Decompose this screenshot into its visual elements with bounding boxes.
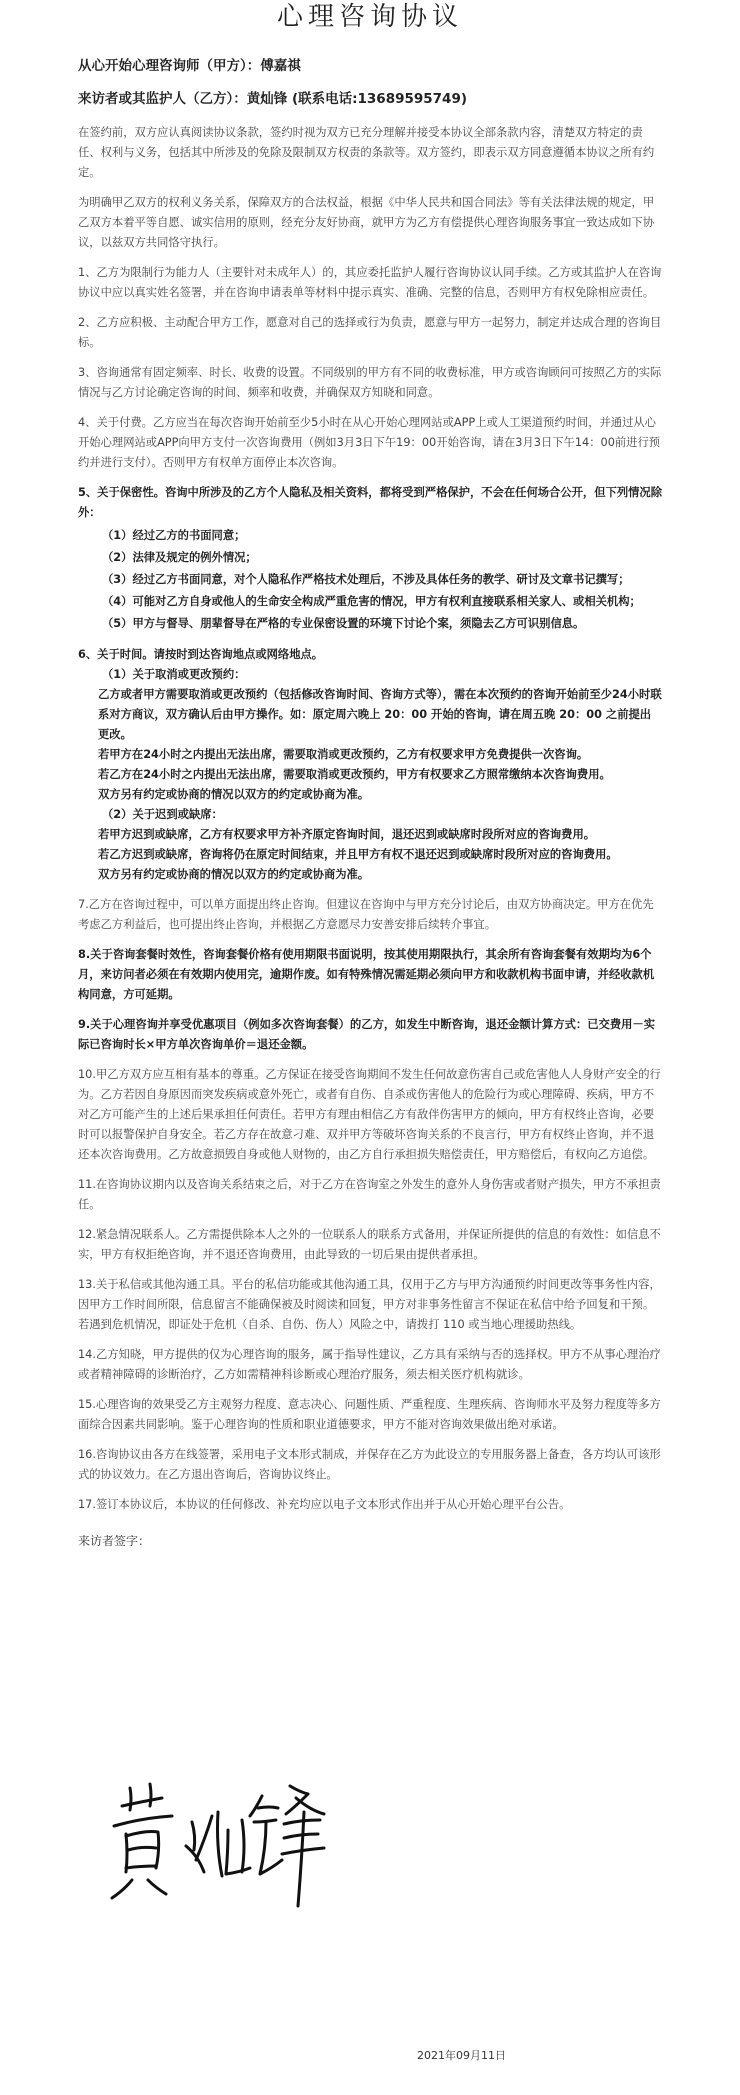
clause-4: 4、关于付费。乙方应当在每次咨询开始前至少5小时在从心开始心理网站或APP上或人工渠道预约时间，并通过从心开始心理网站或APP向甲方支付一次咨询费用（例如3月3日下午19：00开始咨询，请在3月3日下午14：00前进行预约并进行支付）。否则甲方有权单方面停止本次咨询。	[78, 416, 661, 469]
clause-5: 5、关于保密性。咨询中所涉及的乙方个人隐私及相关资料，都将受到严格保护，不会在任何场合公开，但下列情况除外：	[78, 486, 663, 519]
clause-12: 12.紧急情况联系人。乙方需提供除本人之外的一位联系人的联系方式备用，并保证所提供的信息的有效性：如信息不实，甲方有权拒绝咨询，并不退还咨询费用，由此导致的一切后果由提供者承担。	[78, 1228, 661, 1261]
list-item: （5）甲方与督导、朋辈督导在严格的专业保密设置的环境下讨论个案，须隐去乙方可识别信息。	[102, 617, 585, 630]
list-item: （2）法律及规定的例外情况；	[102, 551, 257, 564]
clause-11: 11.在咨询协议期内以及咨询关系结束之后，对于乙方在咨询室之外发生的意外人身伤害或者财产损失，甲方不承担责任。	[78, 1178, 661, 1211]
signer-label: 来访者签字：	[78, 1534, 151, 1548]
intro-paragraph-1: 在签约前，双方应认真阅读协议条款，签约时视为双方已充分理解并接受本协议全部条款内容，清楚双方特定的责任、权利与义务，包括其中所涉及的免除及限制双方权责的条款等。双方签约，即表示双方同意遵循本协议之所有约定。	[78, 126, 655, 179]
clause-8: 8.关于咨询套餐时效性，咨询套餐价格有使用期限书面说明，按其使用期限执行，其余所有咨询套餐有效期均为6个月，来访问者必须在有效期内使用完，逾期作废。如有特殊情况需延期必须向甲方和收款机构书面申请，并经收款机构同意，方可延期。	[78, 948, 655, 1001]
clause-1: 1、乙方为限制行为能力人（主要针对未成年人）的，其应委托监护人履行咨询协议认同手续。乙方或其监护人在咨询协议中应以真实姓名签署，并在咨询申请表单等材料中提示真实、准确、完整的信息，否则甲方有权免除相应责任。	[78, 266, 662, 299]
page-title: 心理咨询协议	[276, 2, 463, 32]
clause-6-text: 乙方或者甲方需要取消或更改预约（包括修改咨询时间、咨询方式等），需在本次预约的咨询开始前至少24小时联系对方商议，双方确认后由甲方操作。如：原定周六晚上 20：00 开始的咨询，请在周五晚 20：00 之前提出更改。	[98, 688, 662, 741]
clause-10: 10.甲乙方双方应互相有基本的尊重。乙方保证在接受咨询期间不发生任何故意伤害自己或危害他人人身财产安全的行为。乙方若因自身原因而突发疾病或意外死亡，或者有自伤、自杀或伤害他人的危险行为或心理障碍、疾病，甲方不对乙方可能产生的上述后果承担任何责任。若甲方有理由相信乙方有敌伴伤害甲方的倾向，甲方有权终止咨询，必要时可以报警保护自身安全。若乙方存在故意刁难、双并甲方等破坏咨询关系的不良言行，甲方有权终止咨询，并不退还本次咨询费用。乙方故意损毁自身或他人财物的，由乙方自行承担损失赔偿责任，甲方赔偿后，有权向乙方追偿。	[78, 1068, 661, 1161]
clause-7: 7.乙方在咨询过程中，可以单方面提出终止咨询。但建议在咨询中与甲方充分讨论后，由双方协商决定。甲方在优先考虑乙方利益后，也可提出终止咨询，并根据乙方意愿尽力安善安排后续转介事宜。	[78, 898, 654, 931]
party-a-line: 从心开始心理咨询师（甲方）：傅嘉祺	[78, 58, 301, 74]
clause-6: 6、关于时间。请按时到达咨询地点或网络地点。	[78, 648, 324, 661]
list-item: （1）经过乙方的书面同意；	[102, 529, 246, 542]
clause-5-list	[78, 525, 662, 635]
clause-3: 3、咨询通常有固定频率、时长、收费的设置。不同级别的甲方有不同的收费标准，甲方或咨询顾问可按照乙方的实际情况与乙方讨论确定咨询的时间、频率和收费，并确保双方知晓和同意。	[78, 366, 662, 399]
clause-6-text: 若甲方迟到或缺席，乙方有权要求甲方补齐原定咨询时间，退还迟到或缺席时段所对应的咨询费用。	[98, 828, 596, 841]
list-item: （4）可能对乙方自身或他人的生命安全构成严重危害的情况，甲方有权利直接联系相关家人、或相关机构；	[102, 595, 641, 608]
clause-13: 13.关于私信或其他沟通工具。平台的私信功能或其他沟通工具，仅用于乙方与甲方沟通预约时间更改等事务性内容，因甲方工作时间所限，信息留言不能确保被及时阅读和回复，甲方对非事务性留言不保证在私信中给予回复和干预。若遇到危机情况，即证处于危机（自杀、自伤、伤人）风险之中，请拨打 110 或当地心理援助热线。	[78, 1278, 661, 1331]
clause-16: 16.咨询协议由各方在线签署，采用电子文本形式制成，并保存在乙方为此设立的专用服务器上备查，各方均认可该形式的协议效力。在乙方退出咨询后，咨询协议终止。	[78, 1448, 661, 1481]
clause-14: 14.乙方知晓，甲方提供的仅为心理咨询的服务，属于指导性建议，乙方具有采纳与否的选择权。甲方不从事心理治疗或者精神障碍的诊断治疗，乙方如需精神科诊断或心理治疗服务，须去相关医疗机构就诊。	[78, 1348, 661, 1381]
clause-6-text: 双方另有约定或协商的情况以双方的约定或协商为准。	[98, 788, 370, 801]
intro-paragraph-2: 为明确甲乙双方的权利义务关系，保障双方的合法权益，根据《中华人民共和国合同法》等有关法律法规的规定，甲乙双方本着平等自愿、诚实信用的原则，经充分友好协商，就甲方为乙方有偿提供心理咨询服务事宜一致达成如下协议，以兹双方共同恪守执行。	[78, 196, 655, 249]
clause-15: 15.心理咨询的效果受乙方主观努力程度、意志决心、问题性质、严重程度、生理疾病、咨询师水平及努力程度等多方面综合因素共同影响。鉴于心理咨询的性质和职业道德要求，甲方不能对咨询效果做出绝对承诺。	[78, 1398, 661, 1431]
clause-6-heading-2: （2）关于迟到或缺席：	[102, 808, 223, 821]
handwritten-signature	[100, 1776, 340, 1916]
clause-6-text: 双方另有约定或协商的情况以双方的约定或协商为准。	[98, 868, 370, 881]
list-item: （3）经过乙方书面同意，对个人隐私作严格技术处理后，不涉及具体任务的教学、研讨及文章书记撰写；	[102, 573, 630, 586]
clause-2: 2、乙方应积极、主动配合甲方工作，愿意对自己的选择或行为负责，愿意与甲方一起努力，制定并达成合理的咨询目标。	[78, 316, 662, 349]
party-b-line: 来访者或其监护人（乙方）：黄灿锋 (联系电话:13689595749)	[78, 91, 468, 107]
clause-17: 17.签订本协议后，本协议的任何修改、补充均应以电子文本形式作出并于从心开始心理平台公告。	[78, 1498, 571, 1511]
clause-6-text: 若乙方在24小时之内提出无法出席，需要取消或更改预约，甲方有权要求乙方照常缴纳本次咨询费用。	[98, 768, 611, 781]
clause-6-text: 若甲方在24小时之内提出无法出席，需要取消或更改预约，乙方有权要求甲方免费提供一次咨询。	[98, 748, 589, 761]
clause-6-text: 若乙方迟到或缺席，咨询将仍在原定时间结束，并且甲方有权不退还迟到或缺席时段所对应的咨询费用。	[98, 848, 618, 861]
clause-6-heading-1: （1）关于取消或更改预约：	[102, 668, 246, 681]
signature-date: 2021年09月11日	[417, 2049, 506, 2062]
clause-9: 9.关于心理咨询并享受优惠项目（例如多次咨询套餐）的乙方，如发生中断咨询，退还金额计算方式：已交费用－实际已咨询时长×甲方单次咨询单价＝退还金额。	[78, 1018, 656, 1051]
